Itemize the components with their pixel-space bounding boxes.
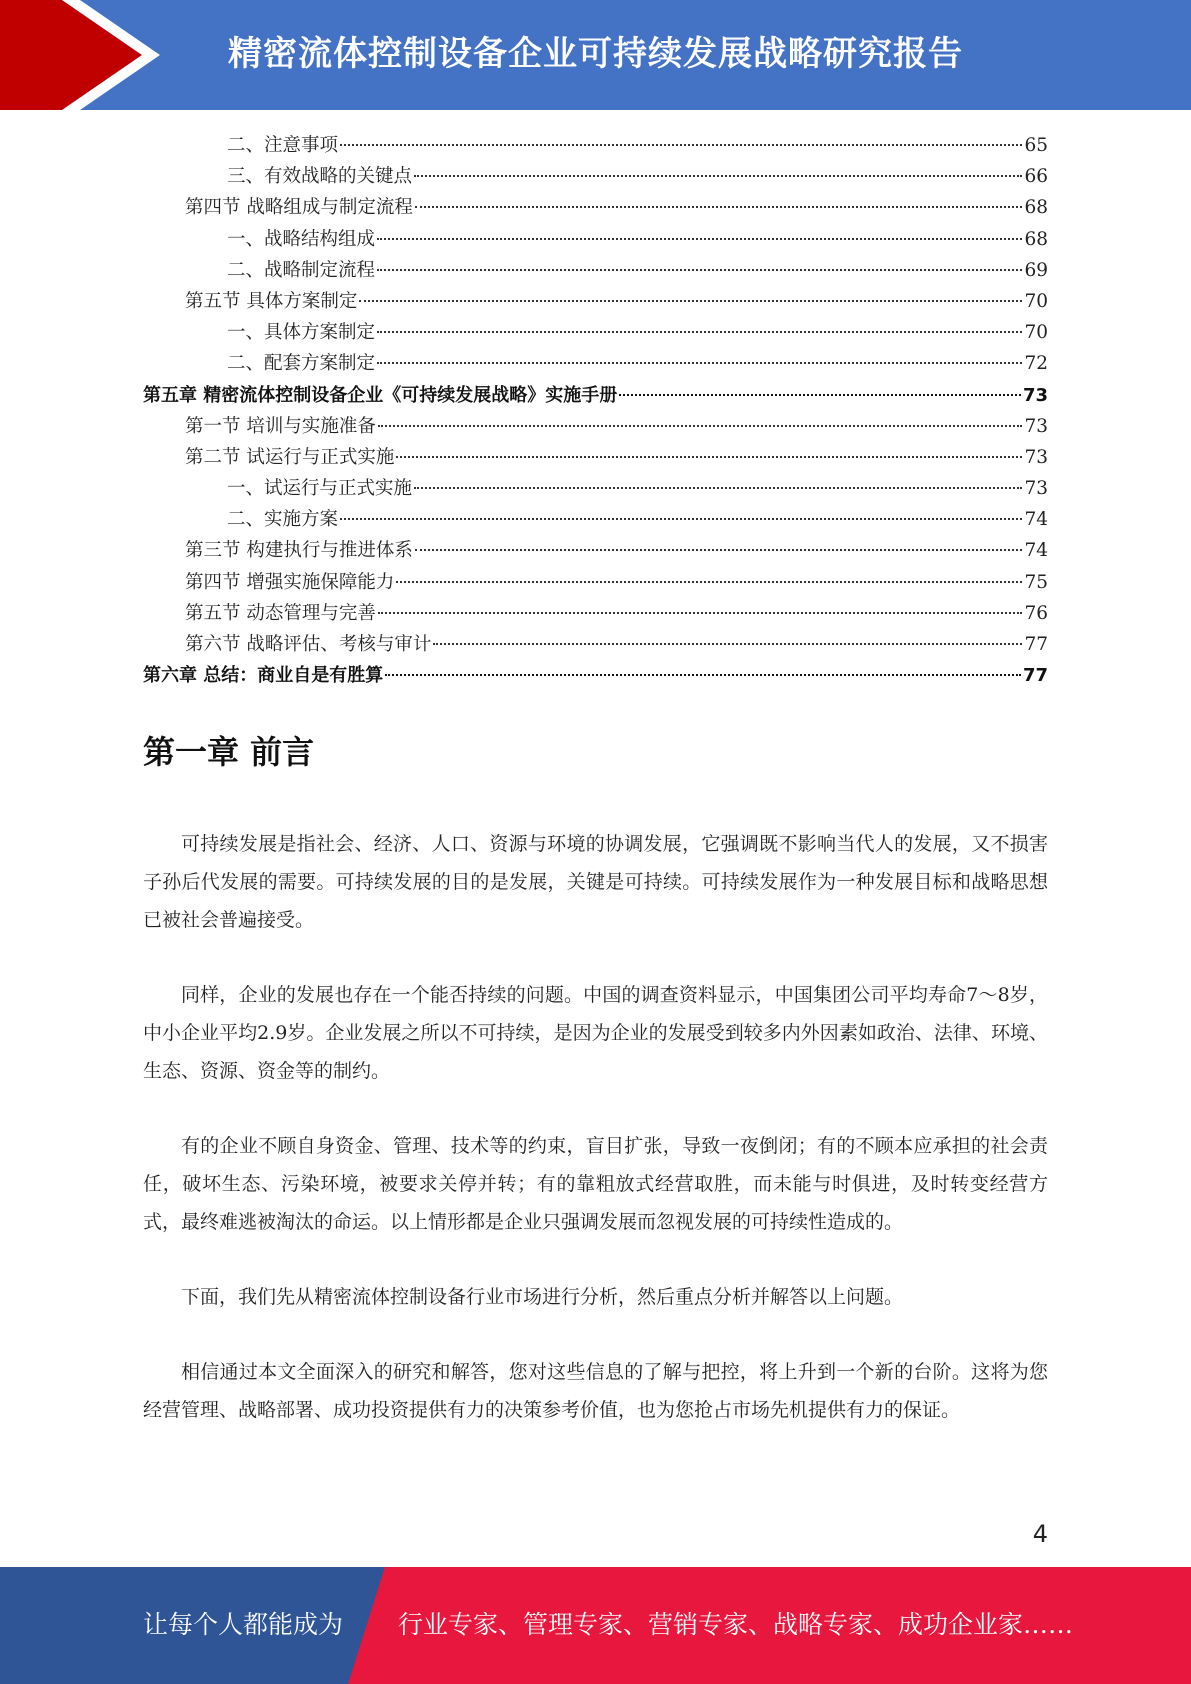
chapter-heading: 第一章 前言 (143, 733, 315, 771)
toc-entry-label: 第五章 精密流体控制设备企业《可持续发展战略》实施手册 (143, 384, 618, 406)
toc-entry-label: 二、战略制定流程 (227, 259, 376, 281)
document-title: 精密流体控制设备企业可持续发展战略研究报告 (228, 34, 963, 74)
toc-entry[interactable] (143, 286, 1048, 317)
toc-leader-dots (377, 331, 1022, 333)
chapter-body (143, 825, 1048, 1466)
toc-leader-dots (359, 300, 1022, 302)
toc-entry-label: 一、战略结构组成 (227, 228, 376, 250)
toc-entry[interactable] (143, 411, 1048, 442)
toc-leader-dots (377, 269, 1022, 271)
toc-entry[interactable] (143, 473, 1048, 504)
toc-entry-page: 73 (1022, 384, 1048, 406)
body-paragraph: 下面，我们先从精密流体控制设备行业市场进行分析，然后重点分析并解答以上问题。 (181, 1286, 904, 1308)
toc-entry[interactable] (143, 380, 1048, 411)
toc-leader-dots (415, 549, 1023, 551)
toc-entry[interactable] (143, 161, 1048, 192)
toc-entry[interactable] (143, 255, 1048, 286)
toc-entry-page: 69 (1024, 259, 1048, 281)
toc-entry[interactable] (143, 629, 1048, 660)
toc-entry[interactable] (143, 192, 1048, 223)
body-paragraph: 相信通过本文全面深入的研究和解答，您对这些信息的了解与把控，将上升到一个新的台阶。这将为您经营管理、战略部署、成功投资提供有力的决策参考价值，也为您抢占市场先机提供有力的保证。 (143, 1361, 1048, 1421)
toc-entry-page: 73 (1024, 415, 1048, 437)
page-footer (0, 1567, 1191, 1684)
toc-leader-dots (340, 518, 1022, 520)
toc-entry-label: 第三节 构建执行与推进体系 (185, 540, 413, 562)
toc-entry-label: 二、实施方案 (227, 509, 339, 531)
toc-entry-page: 65 (1024, 135, 1048, 156)
toc-leader-dots (414, 487, 1022, 489)
toc-entry-label: 第五节 动态管理与完善 (185, 602, 376, 624)
page-header (0, 0, 1191, 110)
toc-entry-page: 68 (1024, 228, 1048, 250)
toc-entry-page: 68 (1024, 197, 1048, 219)
toc-leader-dots (377, 362, 1022, 364)
body-paragraph: 同样，企业的发展也存在一个能否持续的问题。中国的调查资料显示，中国集团公司平均寿命7～8岁，中小企业平均2.9岁。企业发展之所以不可持续，是因为企业的发展受到较多内外因素如政治、法律、环境、生态、资源、资金等的制约。 (143, 984, 1048, 1082)
toc-leader-dots (396, 581, 1022, 583)
toc-leader-dots (385, 674, 1021, 676)
toc-entry-label: 二、注意事项 (227, 135, 339, 156)
toc-entry-label: 第六章 总结：商业自是有胜算 (143, 665, 384, 687)
toc-entry-page: 76 (1024, 602, 1048, 624)
toc-entry-label: 第六节 战略评估、考核与审计 (185, 634, 432, 655)
toc-entry-page: 70 (1024, 290, 1048, 312)
toc-entry-label: 第四节 增强实施保障能力 (185, 571, 395, 593)
body-paragraph: 有的企业不顾自身资金、管理、技术等的约束，盲目扩张，导致一夜倒闭；有的不顾本应承担的社会责任，破坏生态、污染环境，被要求关停并转；有的靠粗放式经营取胜，而未能与时俱进，及时转变经营方式，最终难逃被淘汰的命运。以上情形都是企业只强调发展而忽视发展的可持续性造成的。 (143, 1135, 1048, 1233)
footer-slogan-left: 让每个人都能成为 (143, 1610, 344, 1639)
toc-entry-page: 77 (1022, 665, 1048, 687)
toc-leader-dots (340, 144, 1022, 146)
body-paragraph: 可持续发展是指社会、经济、人口、资源与环境的协调发展，它强调既不影响当代人的发展，又不损害子孙后代发展的需要。可持续发展的目的是发展，关键是可持续。可持续发展作为一种发展目标和战略思想已被社会普遍接受。 (143, 833, 1048, 931)
toc-entry[interactable] (143, 598, 1048, 629)
toc-entry[interactable] (143, 130, 1048, 161)
toc-leader-dots (433, 643, 1022, 645)
toc-entry[interactable] (143, 224, 1048, 255)
toc-leader-dots (378, 612, 1023, 614)
toc-entry[interactable] (143, 567, 1048, 598)
toc-leader-dots (396, 456, 1022, 458)
toc-entry-page: 73 (1024, 478, 1048, 500)
toc-leader-dots (378, 425, 1023, 427)
toc-entry-page: 73 (1024, 446, 1048, 468)
toc-entry-label: 第一节 培训与实施准备 (185, 415, 376, 437)
toc-entry-label: 三、有效战略的关键点 (227, 166, 413, 188)
toc-leader-dots (415, 206, 1023, 208)
toc-leader-dots (414, 175, 1022, 177)
toc-entry-label: 第五节 具体方案制定 (185, 290, 358, 312)
toc-entry[interactable] (143, 660, 1048, 691)
footer-slogan-right: 行业专家、管理专家、营销专家、战略专家、成功企业家…… (398, 1610, 1074, 1639)
toc-entry-label: 第四节 战略组成与制定流程 (185, 197, 413, 219)
toc-entry-label: 一、具体方案制定 (227, 322, 376, 344)
toc-entry-page: 66 (1024, 166, 1048, 188)
toc-entry[interactable] (143, 535, 1048, 566)
toc-entry-label: 一、试运行与正式实施 (227, 478, 413, 500)
toc-leader-dots (619, 394, 1021, 396)
toc-entry-label: 第二节 试运行与正式实施 (185, 446, 395, 468)
toc-entry-page: 77 (1024, 634, 1048, 655)
toc-entry[interactable] (143, 504, 1048, 535)
toc-entry-page: 72 (1024, 353, 1048, 375)
toc-entry-page: 70 (1024, 322, 1048, 344)
toc-entry[interactable] (143, 348, 1048, 379)
toc-leader-dots (377, 238, 1022, 240)
toc-entry-page: 74 (1024, 509, 1048, 531)
toc-entry[interactable] (143, 317, 1048, 348)
toc-entry-page: 74 (1024, 540, 1048, 562)
toc-entry-page: 75 (1024, 571, 1048, 593)
toc-entry-label: 二、配套方案制定 (227, 353, 376, 375)
toc-entry[interactable] (143, 442, 1048, 473)
page-number: 4 (1032, 1520, 1048, 1548)
table-of-contents (143, 130, 1048, 691)
red-chevron-shape (0, 0, 142, 110)
